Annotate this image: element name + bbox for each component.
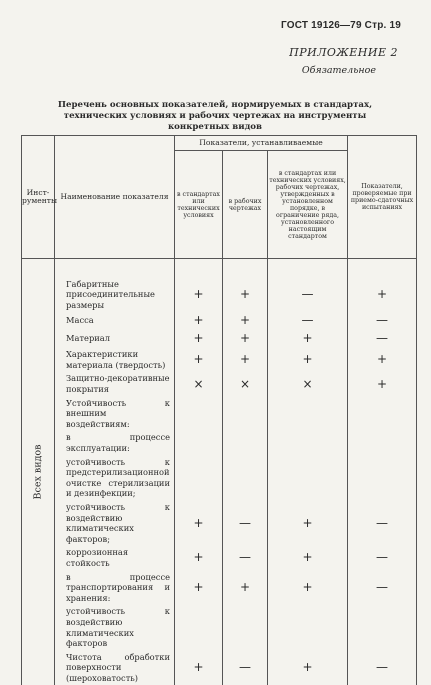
col-header-drawings: в рабочих чертежах: [223, 151, 268, 259]
mark-cell: +: [223, 277, 268, 312]
indicator-name: коррозионная стойкость: [55, 545, 175, 569]
table-row: [22, 277, 417, 312]
mark-cell: —: [268, 277, 348, 312]
mark-cell: [268, 396, 348, 431]
col-header-name: Наименование показателя: [55, 136, 175, 259]
spacer-cell: [348, 259, 417, 277]
mark-cell: [175, 396, 223, 431]
mark-cell: +: [175, 650, 223, 685]
mark-cell: +: [268, 500, 348, 545]
mark-cell: [268, 430, 348, 454]
table-row: [22, 455, 417, 500]
mark-cell: +: [348, 277, 417, 312]
mark-cell: +: [223, 329, 268, 347]
indicator-name: Устойчивость к внешним воздействиям:: [55, 396, 175, 431]
indicator-name: Масса: [55, 311, 175, 329]
mark-cell: +: [175, 311, 223, 329]
table-row: [22, 570, 417, 605]
appendix-status: Обязательное: [301, 65, 376, 76]
mark-cell: [223, 604, 268, 649]
mark-cell: ×: [175, 371, 223, 395]
mark-cell: —: [223, 500, 268, 545]
mark-cell: [175, 604, 223, 649]
mark-cell: +: [175, 500, 223, 545]
mark-cell: +: [348, 347, 417, 371]
mark-cell: +: [268, 329, 348, 347]
mark-cell: [175, 455, 223, 500]
group-label: Всех видов: [32, 444, 44, 500]
mark-cell: +: [175, 277, 223, 312]
col-header-order: в стандартах или технических условиях, рабочих чертежах, утвержденных в установленном порядке, в ограничение ряда, установленного настоящим стандартом: [268, 151, 348, 259]
appendix-title: ПРИЛОЖЕНИЕ 2: [289, 46, 398, 59]
mark-cell: —: [348, 570, 417, 605]
spacer-cell: [55, 259, 175, 277]
spacer-cell: [268, 259, 348, 277]
table-row: [22, 396, 417, 431]
mark-cell: +: [268, 650, 348, 685]
col-header-standards: в стандартах или технических условиях: [175, 151, 223, 259]
mark-cell: [268, 455, 348, 500]
indicator-name: устойчивость к воздействию климатических факторов;: [55, 500, 175, 545]
mark-cell: —: [348, 329, 417, 347]
mark-cell: [348, 455, 417, 500]
indicator-name: устойчивость к предстерилизационной очистке стерилизации и дезинфекции;: [55, 455, 175, 500]
indicator-name: Защитно-декоративные покрытия: [55, 371, 175, 395]
indicator-name: в процессе транспортирования и хранения:: [55, 570, 175, 605]
mark-cell: +: [175, 347, 223, 371]
mark-cell: [223, 455, 268, 500]
indicator-name: Характеристики материала (твердость): [55, 347, 175, 371]
table-row: [22, 500, 417, 545]
spacer-cell: [223, 259, 268, 277]
mark-cell: +: [268, 545, 348, 569]
col-header-group: Показатели, устанавливаемые: [175, 136, 348, 151]
group-cell: [22, 259, 55, 685]
mark-cell: [223, 396, 268, 431]
table-row: [22, 430, 417, 454]
table-row: [22, 650, 417, 685]
mark-cell: +: [268, 570, 348, 605]
mark-cell: ×: [268, 371, 348, 395]
mark-cell: +: [268, 347, 348, 371]
table-row: [22, 311, 417, 329]
mark-cell: +: [223, 570, 268, 605]
indicator-name: Чистота обработки поверхности (шероховатость): [55, 650, 175, 685]
mark-cell: [348, 430, 417, 454]
mark-cell: —: [348, 545, 417, 569]
indicator-name: устойчивость к воздействию климатических факторов: [55, 604, 175, 649]
col-header-instruments: Инст-рументы: [22, 136, 55, 259]
col-header-tested: Показатели, проверяемые при приемо-сдаточных испытаниях: [348, 136, 417, 259]
indicator-name: Габаритные присоединительные размеры: [55, 277, 175, 312]
mark-cell: +: [175, 329, 223, 347]
mark-cell: —: [268, 311, 348, 329]
mark-cell: +: [175, 545, 223, 569]
page-header: ГОСТ 19126—79 Стр. 19: [281, 20, 401, 31]
mark-cell: [268, 604, 348, 649]
spacer-cell: [175, 259, 223, 277]
mark-cell: —: [348, 500, 417, 545]
mark-cell: ×: [223, 371, 268, 395]
mark-cell: +: [223, 347, 268, 371]
document-title: Перечень основных показателей, нормируемых в стандартах, технических условиях и рабочих чертежах на инструменты конкретных видов: [57, 100, 373, 132]
mark-cell: —: [223, 650, 268, 685]
mark-cell: [348, 604, 417, 649]
table-row: [22, 347, 417, 371]
table-row: [22, 604, 417, 649]
table-row: [22, 329, 417, 347]
indicator-name: Материал: [55, 329, 175, 347]
mark-cell: —: [348, 311, 417, 329]
table-body: [22, 259, 417, 685]
mark-cell: +: [175, 570, 223, 605]
mark-cell: [348, 396, 417, 431]
table-row: [22, 545, 417, 569]
table-row: [22, 371, 417, 395]
mark-cell: +: [348, 371, 417, 395]
indicators-table: [21, 135, 417, 685]
mark-cell: +: [223, 311, 268, 329]
mark-cell: [223, 430, 268, 454]
mark-cell: —: [223, 545, 268, 569]
mark-cell: —: [348, 650, 417, 685]
mark-cell: [175, 430, 223, 454]
indicator-name: в процессе эксплуатации:: [55, 430, 175, 454]
